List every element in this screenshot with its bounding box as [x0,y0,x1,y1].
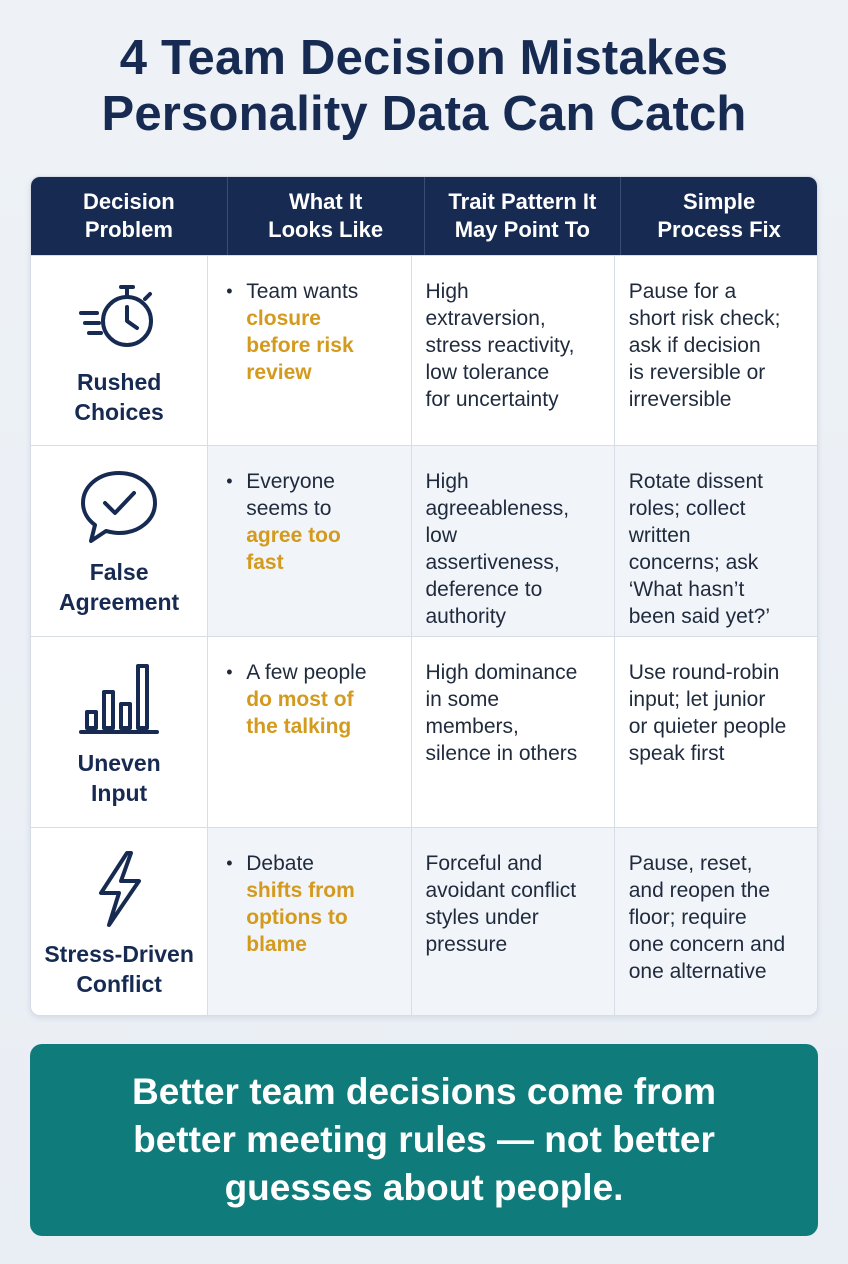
problem-label-line: Conflict [76,970,162,997]
trait-line: silence in others [425,742,578,765]
bullet: • [226,471,233,491]
problem-label-line: Agreement [59,589,180,615]
trait-line: members, [425,715,519,738]
problem-label [74,367,163,427]
table-row [31,827,817,1016]
trait-cell [412,828,615,1016]
looks-like-cell [208,446,411,636]
trait-cell [412,637,615,827]
header-text: Looks Like [268,217,384,242]
lightning-bolt-icon [75,847,163,931]
header-what-it-looks-like [228,177,425,255]
header-process-fix [621,177,817,255]
looks-highlight: the talking [246,715,352,738]
trait-line: High [425,470,469,493]
fix-line: and reopen the [628,879,771,902]
trait-line: low tolerance [425,361,550,384]
looks-like-cell [208,637,411,827]
problem-label [44,939,194,999]
fix-cell [615,256,817,445]
header-text: Decision [83,189,175,214]
problem-label [78,748,161,808]
looks-highlight: agree too [246,524,341,547]
trait-line: avoidant conflict [425,879,577,902]
table-row [31,255,817,445]
trait-line: Forceful and [425,852,543,875]
looks-highlight: review [246,361,312,384]
table-header [31,177,817,255]
table-row [31,636,817,827]
fix-line: irreversible [628,388,732,411]
fix-line: concerns; ask [628,551,759,574]
header-text: Problem [84,217,173,242]
speech-bubble-check-icon [75,465,163,549]
fix-line: written [628,524,691,547]
trait-line: extraversion, [425,307,546,330]
page-title [0,30,848,142]
problem-label-line: Uneven [77,750,161,776]
header-text: Simple [683,189,756,214]
header-text: Process Fix [657,217,781,242]
header-decision-problem [31,177,228,255]
footer-line: guesses about people. [224,1167,624,1208]
looks-line: Team wants [246,280,359,303]
fix-line: been said yet?’ [628,605,771,628]
problem-label [59,557,179,617]
looks-line: Debate [246,852,314,875]
trait-line: in some [425,688,500,711]
header-text: What It [288,189,363,214]
fix-line: ‘What hasn’t [628,578,745,601]
fix-cell [615,828,817,1016]
trait-line: deference to [425,578,543,601]
looks-line: seems to [246,497,332,520]
looks-highlight: shifts from [246,879,355,902]
looks-highlight: blame [246,933,307,956]
fix-line: one concern and [628,933,786,956]
bullet: • [226,853,233,873]
looks-highlight: options to [246,906,348,929]
table-row [31,445,817,636]
trait-line: stress reactivity, [425,334,575,357]
looks-highlight: closure [246,307,321,330]
problem-label-line: False [89,559,149,585]
fix-line: Pause, reset, [628,852,753,875]
bullet: • [226,662,233,682]
fix-cell [615,446,817,636]
fix-line: floor; require [628,906,747,929]
bullet: • [226,281,233,301]
problem-cell [31,256,208,445]
trait-line: High dominance [425,661,578,684]
problem-cell [31,828,208,1016]
problem-label-line: Input [91,780,148,806]
header-text: Trait Pattern It [448,189,597,214]
trait-line: authority [425,605,507,628]
bar-chart-icon [75,656,163,740]
title-line-2: Personality Data Can Catch [101,87,747,141]
looks-like-cell [208,256,411,445]
looks-like-cell [208,828,411,1016]
fix-line: Pause for a [628,280,737,303]
fix-line: ask if decision [628,334,761,357]
trait-cell [412,446,615,636]
trait-line: low [425,524,458,547]
problem-cell [31,446,208,636]
trait-line: High [425,280,469,303]
stopwatch-speed-icon [75,275,163,359]
header-text: May Point To [454,217,590,242]
problem-label-line: Choices [74,398,164,425]
fix-cell [615,637,817,827]
problem-label-line: Stress-Driven [44,940,194,967]
fix-line: one alternative [628,960,767,983]
fix-line: roles; collect [628,497,746,520]
trait-line: pressure [425,933,508,956]
trait-line: agreeableness, [425,497,570,520]
problem-cell [31,637,208,827]
fix-line: Use round-robin [628,661,780,684]
footer-callout [30,1044,818,1236]
header-trait-pattern [425,177,622,255]
footer-line: better meeting rules — not better [133,1119,715,1160]
title-line-1: 4 Team Decision Mistakes [119,31,729,85]
fix-line: or quieter people [628,715,787,738]
looks-highlight: fast [246,551,284,574]
problem-label-line: Rushed [76,368,162,395]
fix-line: short risk check; [628,307,781,330]
footer-line: Better team decisions come from [132,1071,716,1112]
trait-line: assertiveness, [425,551,560,574]
looks-highlight: before risk [246,334,354,357]
looks-line: A few people [246,661,367,684]
trait-cell [412,256,615,445]
fix-line: is reversible or [628,361,766,384]
fix-line: Rotate dissent [628,470,763,493]
looks-line: Everyone [246,470,335,493]
fix-line: input; let junior [628,688,766,711]
trait-line: styles under [425,906,539,929]
looks-highlight: do most of [246,688,354,711]
fix-line: speak first [628,742,725,765]
decision-table [30,176,818,1016]
trait-line: for uncertainty [425,388,559,411]
